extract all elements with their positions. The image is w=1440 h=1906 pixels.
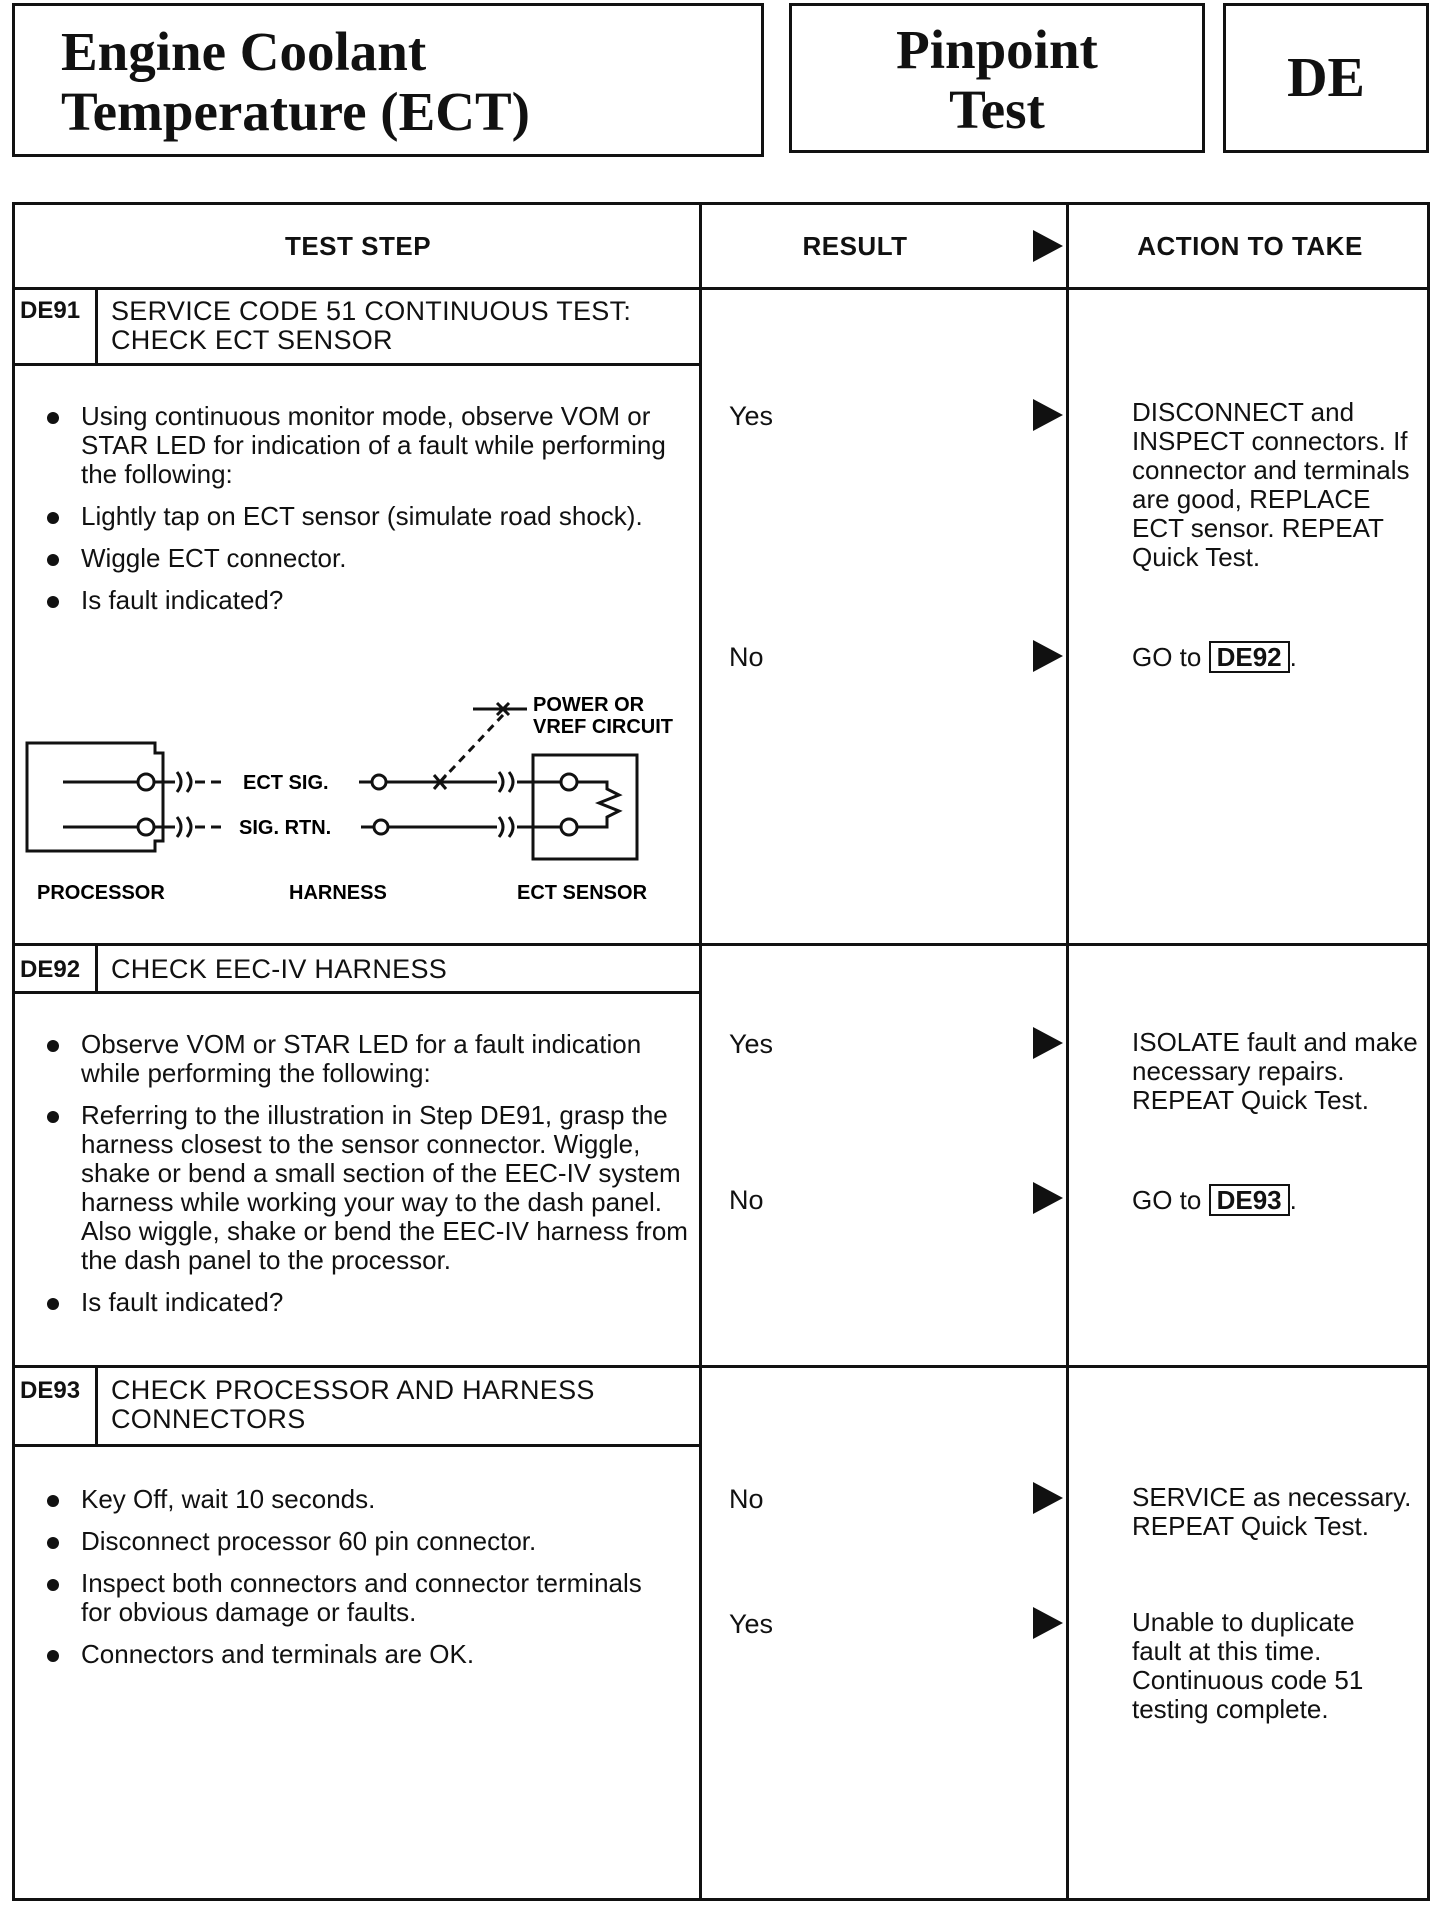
harness-label: HARNESS <box>289 882 387 904</box>
step-bullets <box>39 1485 679 1682</box>
arrow-icon <box>1033 399 1063 431</box>
step-title: CHECK EEC-IV HARNESS <box>111 954 448 984</box>
result-no: No <box>729 1185 764 1215</box>
list-item: Is fault indicated? <box>39 586 679 615</box>
sig-rtn-label: SIG. RTN. <box>239 817 332 839</box>
step-title-line-1: CHECK PROCESSOR AND HARNESS <box>111 1375 595 1405</box>
step-title-line-2: CONNECTORS <box>111 1404 306 1434</box>
step-id: DE92 <box>20 956 81 983</box>
arrow-icon <box>1033 1182 1063 1214</box>
action-text: DISCONNECT and INSPECT connectors. If connector and terminals are good, REPLACE ECT sensor. REPEAT Quick Test. <box>1132 397 1410 572</box>
list-item: Connectors and terminals are OK. <box>39 1640 679 1669</box>
step-title <box>111 297 631 355</box>
list-item: Is fault indicated? <box>39 1288 689 1317</box>
goto-label: GO to <box>1132 642 1202 672</box>
action-text: SERVICE as necessary. REPEAT Quick Test. <box>1132 1482 1412 1541</box>
ect-circuit-diagram <box>15 685 699 915</box>
action-text: ISOLATE fault and make necessary repairs. REPEAT Quick Test. <box>1132 1027 1418 1115</box>
code-box <box>1223 3 1429 153</box>
list-item: Lightly tap on ECT sensor (simulate road shock). <box>39 502 679 531</box>
list-item: Using continuous monitor mode, observe VOM or STAR LED for indication of a fault while performing the following: <box>39 402 679 489</box>
title-box <box>12 3 764 157</box>
list-item: Disconnect processor 60 pin connector. <box>39 1527 679 1556</box>
header-divider <box>15 287 1427 290</box>
step-id: DE93 <box>20 1377 81 1404</box>
step-divider <box>15 1365 1427 1368</box>
col-divider-1 <box>699 205 702 1898</box>
list-item: Observe VOM or STAR LED for a fault indication while performing the following: <box>39 1030 689 1088</box>
action-goto: GO to DE92 . <box>1132 642 1297 672</box>
arrow-icon <box>1033 1607 1063 1639</box>
result-no: No <box>729 1484 764 1514</box>
step-title <box>111 1376 595 1434</box>
power-label-2: VREF CIRCUIT <box>533 716 673 738</box>
goto-de93-link[interactable]: DE93 <box>1209 1184 1290 1216</box>
pinpoint-line-1: Pinpoint <box>896 19 1098 80</box>
col-header-test-step: TEST STEP <box>284 231 432 261</box>
step-title-line-1: SERVICE CODE 51 CONTINUOUS TEST: <box>111 296 632 326</box>
arrow-icon <box>1033 640 1063 672</box>
step-title-divider <box>15 1444 699 1447</box>
goto-de92-link[interactable]: DE92 <box>1209 641 1290 673</box>
step-bullets <box>39 1030 689 1330</box>
step-bullets <box>39 402 679 628</box>
result-yes: Yes <box>729 1029 774 1059</box>
ect-sig-label: ECT SIG. <box>243 772 329 794</box>
step-title-divider <box>15 991 699 994</box>
test-code: DE <box>1287 47 1365 109</box>
list-item: Wiggle ECT connector. <box>39 544 679 573</box>
pinpoint-table <box>12 202 1430 1901</box>
pinpoint-box <box>789 3 1205 153</box>
action-goto: GO to DE93 . <box>1132 1185 1297 1215</box>
col-divider-2 <box>1066 205 1069 1898</box>
step-id-divider <box>95 943 98 993</box>
result-no: No <box>729 642 764 672</box>
step-id-divider <box>95 287 98 366</box>
step-divider <box>15 943 1427 946</box>
ect-sensor-label: ECT SENSOR <box>517 882 648 904</box>
result-yes: Yes <box>729 401 774 431</box>
list-item: Key Off, wait 10 seconds. <box>39 1485 679 1514</box>
step-title-line-2: CHECK ECT SENSOR <box>111 325 393 355</box>
list-item: Referring to the illustration in Step DE91, grasp the harness closest to the sensor connector. Wiggle, shake or bend a small section of the EEC-IV system harness while working your way to the dash panel. Also wiggle, shake or bend the EEC-IV harness from the dash panel to the processor. <box>39 1101 689 1275</box>
result-yes: Yes <box>729 1609 774 1639</box>
col-header-action: ACTION TO TAKE <box>1137 231 1363 261</box>
title-line-1: Engine Coolant <box>61 21 427 82</box>
pinpoint-line-2: Test <box>949 79 1045 140</box>
page-title <box>61 22 530 142</box>
arrow-icon <box>1033 1482 1063 1514</box>
step-title-divider <box>15 363 699 366</box>
step-id-divider <box>95 1365 98 1446</box>
list-item: Inspect both connectors and connector terminals for obvious damage or faults. <box>39 1569 679 1627</box>
goto-label: GO to <box>1132 1185 1202 1215</box>
step-id: DE91 <box>20 297 81 324</box>
power-label-1: POWER OR <box>533 694 645 716</box>
title-line-2: Temperature (ECT) <box>61 81 530 142</box>
col-header-result: RESULT <box>802 231 908 261</box>
ect-sensor-block <box>533 755 637 859</box>
arrow-icon <box>1033 1027 1063 1059</box>
action-text: Unable to duplicate fault at this time. Continuous code 51 testing complete. <box>1132 1607 1364 1724</box>
header-arrow-icon <box>1033 230 1063 262</box>
processor-label: PROCESSOR <box>37 882 165 904</box>
